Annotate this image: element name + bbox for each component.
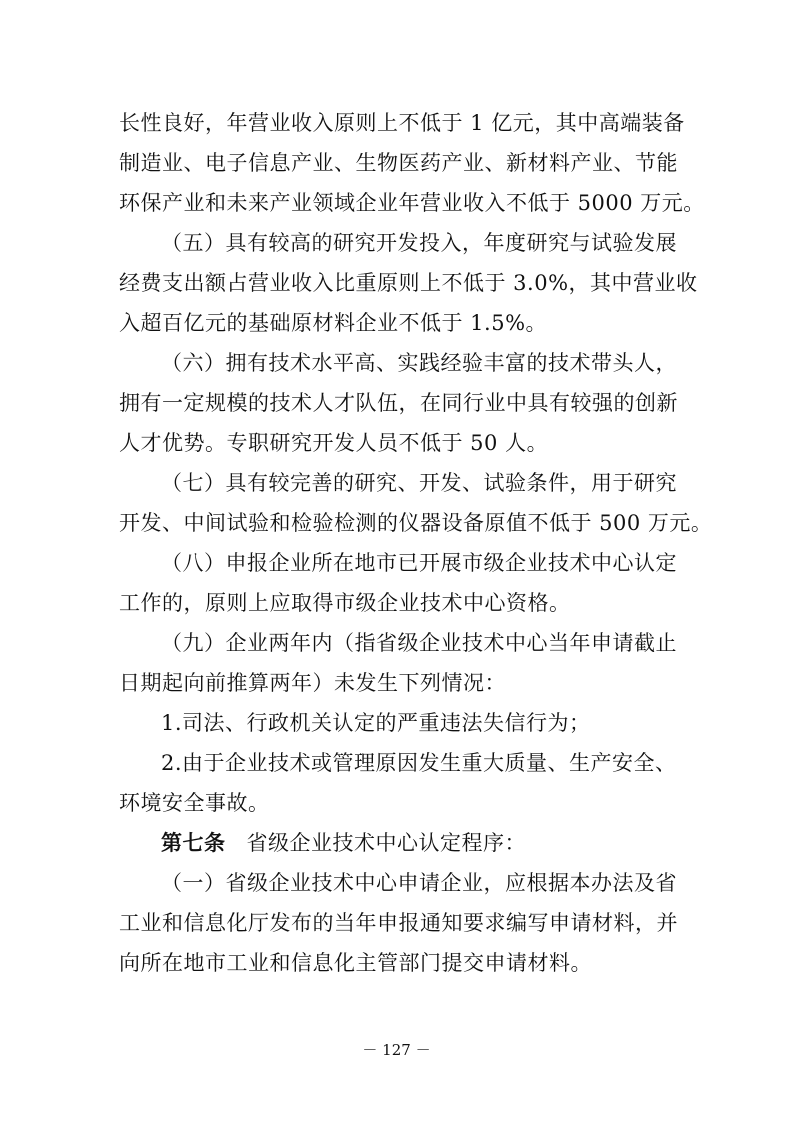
text-line: （八）申报企业所在地市已开展市级企业技术中心认定 bbox=[161, 551, 677, 575]
text-line: 拥有一定规模的技术人才队伍，在同行业中具有较强的创新 bbox=[119, 391, 678, 415]
text-line: 2.由于企业技术或管理原因发生重大质量、生产安全、 bbox=[161, 751, 677, 775]
text-line: 1.司法、行政机关认定的严重违法失信行为； bbox=[161, 711, 591, 735]
text-line: 日期起向前推算两年）未发生下列情况： bbox=[119, 671, 506, 695]
text-line: 环境安全事故。 bbox=[119, 791, 270, 815]
text-line: 环保产业和未来产业领域企业年营业收入不低于 5000 万元。 bbox=[119, 191, 705, 215]
text-line: （一）省级企业技术中心申请企业，应根据本办法及省 bbox=[161, 871, 677, 895]
article-text: 省级企业技术中心认定程序： bbox=[246, 831, 526, 855]
text-line: 入超百亿元的基础原材料企业不低于 1.5%。 bbox=[119, 311, 548, 335]
text-line: 经费支出额占营业收入比重原则上不低于 3.0%，其中营业收 bbox=[119, 271, 698, 295]
article-heading bbox=[119, 823, 679, 863]
text-line: 制造业、电子信息产业、生物医药产业、新材料产业、节能 bbox=[119, 151, 678, 175]
text-line: （六）拥有技术水平高、实践经验丰富的技术带头人， bbox=[161, 351, 677, 375]
text-line: 长性良好，年营业收入原则上不低于 1 亿元，其中高端装备 bbox=[119, 111, 685, 135]
text-line: 工作的，原则上应取得市级企业技术中心资格。 bbox=[119, 591, 571, 615]
page-number: － 127 － bbox=[362, 1041, 431, 1059]
text-line: 工业和信息化厅发布的当年申报通知要求编写申请材料，并 bbox=[119, 911, 678, 935]
article-label: 第七条 bbox=[161, 830, 226, 855]
text-line: 人才优势。专职研究开发人员不低于 50 人。 bbox=[119, 431, 549, 455]
text-line: （五）具有较高的研究开发投入，年度研究与试验发展 bbox=[161, 231, 677, 255]
text-line: （七）具有较完善的研究、开发、试验条件，用于研究 bbox=[161, 471, 677, 495]
text-line: 向所在地市工业和信息化主管部门提交申请材料。 bbox=[119, 951, 592, 975]
text-line: 开发、中间试验和检验检测的仪器设备原值不低于 500 万元。 bbox=[119, 511, 713, 535]
document-body bbox=[119, 103, 713, 983]
text-line: （九）企业两年内（指省级企业技术中心当年申请截止 bbox=[161, 631, 677, 655]
